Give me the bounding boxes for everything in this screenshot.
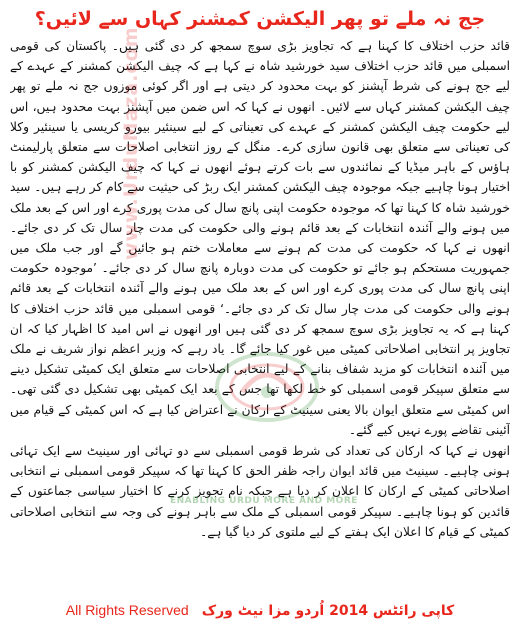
rights-reserved-text: All Rights Reserved [65, 602, 189, 618]
copyright-urdu-text: کاپی رائٹس 2014 اُردو مزا نیٹ ورک [201, 603, 455, 619]
copyright-footer [0, 600, 520, 619]
watermark-tagline: ENABLING URDU MORE AND MORE [170, 496, 358, 506]
article-body [10, 36, 510, 566]
article-paragraph-1: قائد حزب اختلاف کا کہنا ہے کہ تجاویز بڑی سوچ سمجھ کر دی گئی ہیں۔ پاکستان کی قومی اسمبلی میں قائد حزب اختلاف سید خورشید شاہ نے کہا ہے کہ چیف الیکشن کمشنر کے عہدے کے لیے جج ہونے کی شرط آپشنز کو بہت محدود کر دیتی ہے اور اگر کوئی موزوں جج نہ ملے تو پھر چیف الیکشن کمشنر کہاں سے لائیں۔ انھوں نے کہا کہ اس ضمن میں آپشنز بہت محدود ہیں، اس لیے حکومت چیف الیکشن کمشنر کے عہدے کی تعیناتی کے لیے سینئیر بیورو کریسی یا سینئیر وکلا کی تعیناتی سے متعلق بھی قانون سازی کرے۔ منگل کے روز انتخابی اصلاحات سے متعلق پارلیمنٹ ہاؤس کے باہر میڈیا کے نمائندوں سے بات کرتے ہوئے انھوں نے کہا کہ چیف الیکشن کمشنر کو با اختیار ہونا چاہیے جبکہ موجودہ چیف الیکشن کمشنر ایک ربڑ کی حیثیت سے کام کر رہے ہیں۔ سید خورشید شاہ کا کہنا تھا کہ موجودہ حکومت اپنی پانچ سال کی مدت پوری کرے اور اس کے بعد ملک میں ہونے والے آئندہ انتخابات کے بعد قائم ہونے والی حکومت کی مدت چار سال تک کر دی جائے۔ انھوں نے کہا کہ حکومت کی مدت کم ہونے سے معاملات ختم ہو جائیں گے اور جب ملک میں جمہوریت مستحکم ہو جائے تو حکومت کی مدت دوبارہ پانچ سال کر دی جائے۔ ’موجودہ حکومت اپنی پانچ سال کی مدت پوری کرے اور اس کے بعد ملک میں ہونے والے آئندہ انتخابات کے بعد قائم ہونے والی حکومت کی مدت چار سال تک کر دی جائے۔‘ قومی اسمبلی میں قائد حزب اختلاف کا کہنا ہے کہ یہ تجاویز بڑی سوچ سمجھ کر دی گئی ہیں اور انھوں نے اس امید کا اظہار کیا کہ ان تجاویز پر انتخابی اصلاحاتی کمیٹی میں غور کیا جائے گا۔ یاد رہے کہ وزیر اعظم نواز شریف نے ملک میں آئندہ انتخابات کو مزید شفاف بنانے کے لیے انتخابی اصلاحات سے متعلق ایک کمیٹی تشکیل دینے سے متعلق سپیکر قومی اسمبلی کو خط لکھا تھا جس کے بعد ایک کمیٹی بھی تشکیل دی گئی تھی۔ اس کمیٹی سے متعلق ایوان بالا یعنی سینیٹ کے ارکان نے اعتراض کیا ہے کہ اس کمیٹی کے قیام میں آئینی تقاضے پورے نہیں کیے گئے۔ [10, 39, 510, 437]
article-paragraph-2: انھوں نے کہا کہ ارکان کی تعداد کی شرط قومی اسمبلی سے دو تہائی اور سینیٹ سے ایک تہائی ہونی چاہیے۔ سینیٹ میں قائد ایوان راجہ ظفر الحق کا کہنا تھا کہ سپیکر قومی اسمبلی نے انتخابی اصلاحاتی کمیٹی کے ارکان کا اعلان کر دیا ہے جبکہ نام تجویز کرنے کا اختیار سیاسی جماعتوں کے قائدین کو ہونا چاہیے۔ سپیکر قومی اسمبلی کے ملک سے باہر ہونے کی وجہ سے انتخابی اصلاحاتی کمیٹی کے قیام کا اعلان ایک ہفتے کے لیے ملتوی کر دیا گیا ہے۔ [10, 444, 510, 539]
watermark-url: www.UrduMaza.com [120, 26, 142, 260]
article-title: جج نہ ملے تو پھر الیکشن کمشنر کہاں سے لائیں؟ [34, 8, 486, 30]
